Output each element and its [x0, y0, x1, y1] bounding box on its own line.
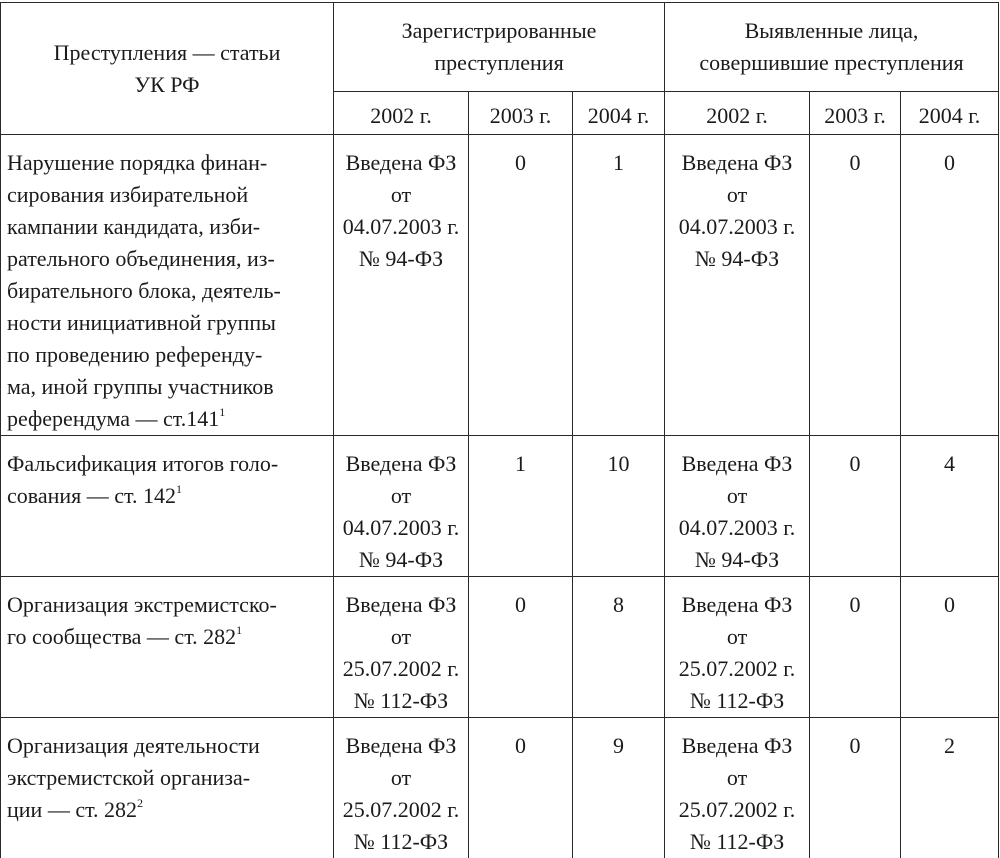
crime-name-cell [1, 135, 334, 436]
crime-name-line: кампании кандидата, изби- [7, 211, 329, 243]
registered-2002-cell: Введена ФЗ от 04.07.2003 г. № 94-ФЗ [334, 135, 469, 436]
crime-name-cell [1, 436, 334, 577]
registered-2002-cell: Введена ФЗ от 25.07.2002 г. № 112-ФЗ [334, 577, 469, 718]
identified-2002-cell: Введена ФЗ от 25.07.2002 г. № 112-ФЗ [665, 718, 810, 858]
header-year: 2004 г. [901, 92, 999, 135]
registered-2002-cell: Введена ФЗ от 04.07.2003 г. № 94-ФЗ [334, 436, 469, 577]
table-row [1, 718, 999, 858]
registered-2004-cell: 1 [573, 135, 665, 436]
identified-2003-cell: 0 [810, 718, 901, 858]
header-year: 2003 г. [469, 92, 573, 135]
registered-2004-cell: 8 [573, 577, 665, 718]
registered-2003-cell: 0 [469, 135, 573, 436]
crime-name-cell [1, 577, 334, 718]
header-year: 2002 г. [665, 92, 810, 135]
crime-name-line: сования — ст. $142^1$ [7, 480, 329, 512]
registered-2003-cell: 0 [469, 718, 573, 858]
identified-2004-cell: 4 [901, 436, 999, 577]
crime-name-line: Нарушение порядка финан- [7, 147, 329, 179]
identified-2004-cell: 0 [901, 577, 999, 718]
article-superscript: 1 [236, 623, 242, 637]
identified-2004-cell: 0 [901, 135, 999, 436]
header-year: 2004 г. [573, 92, 665, 135]
crime-name-line: по проведению референду- [7, 339, 329, 371]
crime-name-cell [1, 718, 334, 858]
crime-name-line: экстремистской организа- [7, 762, 329, 794]
header-year: 2003 г. [810, 92, 901, 135]
header-identified: Выявленные лица, совершившие преступления [665, 3, 999, 92]
identified-2004-cell: 2 [901, 718, 999, 858]
header-year: 2002 г. [334, 92, 469, 135]
article-superscript: 1 [219, 405, 225, 419]
crime-name-line: рательного объединения, из- [7, 243, 329, 275]
crime-name-line: референдума — ст.141$^1$ [7, 403, 329, 435]
crime-name-line: Фальсификация итогов голо- [7, 448, 329, 480]
article-superscript: 1 [176, 482, 182, 496]
header-crimes: Преступления — статьи УК РФ [1, 3, 334, 135]
crime-name-line: ции — ст. $282^2$ [7, 794, 329, 826]
crime-statistics-table [0, 2, 999, 858]
table-row [1, 436, 999, 577]
identified-2003-cell: 0 [810, 135, 901, 436]
identified-2003-cell: 0 [810, 436, 901, 577]
header-registered: Зарегистрированные преступления [334, 3, 665, 92]
identified-2003-cell: 0 [810, 577, 901, 718]
crime-name-line: Организация экстремистско- [7, 589, 329, 621]
table-row [1, 135, 999, 436]
crime-name-line: ности инициативной группы [7, 307, 329, 339]
registered-2003-cell: 0 [469, 577, 573, 718]
identified-2002-cell: Введена ФЗ от 04.07.2003 г. № 94-ФЗ [665, 436, 810, 577]
identified-2002-cell: Введена ФЗ от 25.07.2002 г. № 112-ФЗ [665, 577, 810, 718]
registered-2003-cell: 1 [469, 436, 573, 577]
registered-2004-cell: 10 [573, 436, 665, 577]
crime-name-line: ма, иной группы участников [7, 371, 329, 403]
identified-2002-cell: Введена ФЗ от 04.07.2003 г. № 94-ФЗ [665, 135, 810, 436]
crime-name-line: сирования избирательной [7, 179, 329, 211]
article-superscript: 2 [137, 796, 143, 810]
crime-name-line: Организация деятельности [7, 730, 329, 762]
registered-2002-cell: Введена ФЗ от 25.07.2002 г. № 112-ФЗ [334, 718, 469, 858]
registered-2004-cell: 9 [573, 718, 665, 858]
crime-name-line: го сообщества — ст. $282^1$ [7, 621, 329, 653]
crime-name-line: бирательного блока, деятель- [7, 275, 329, 307]
table-row [1, 577, 999, 718]
